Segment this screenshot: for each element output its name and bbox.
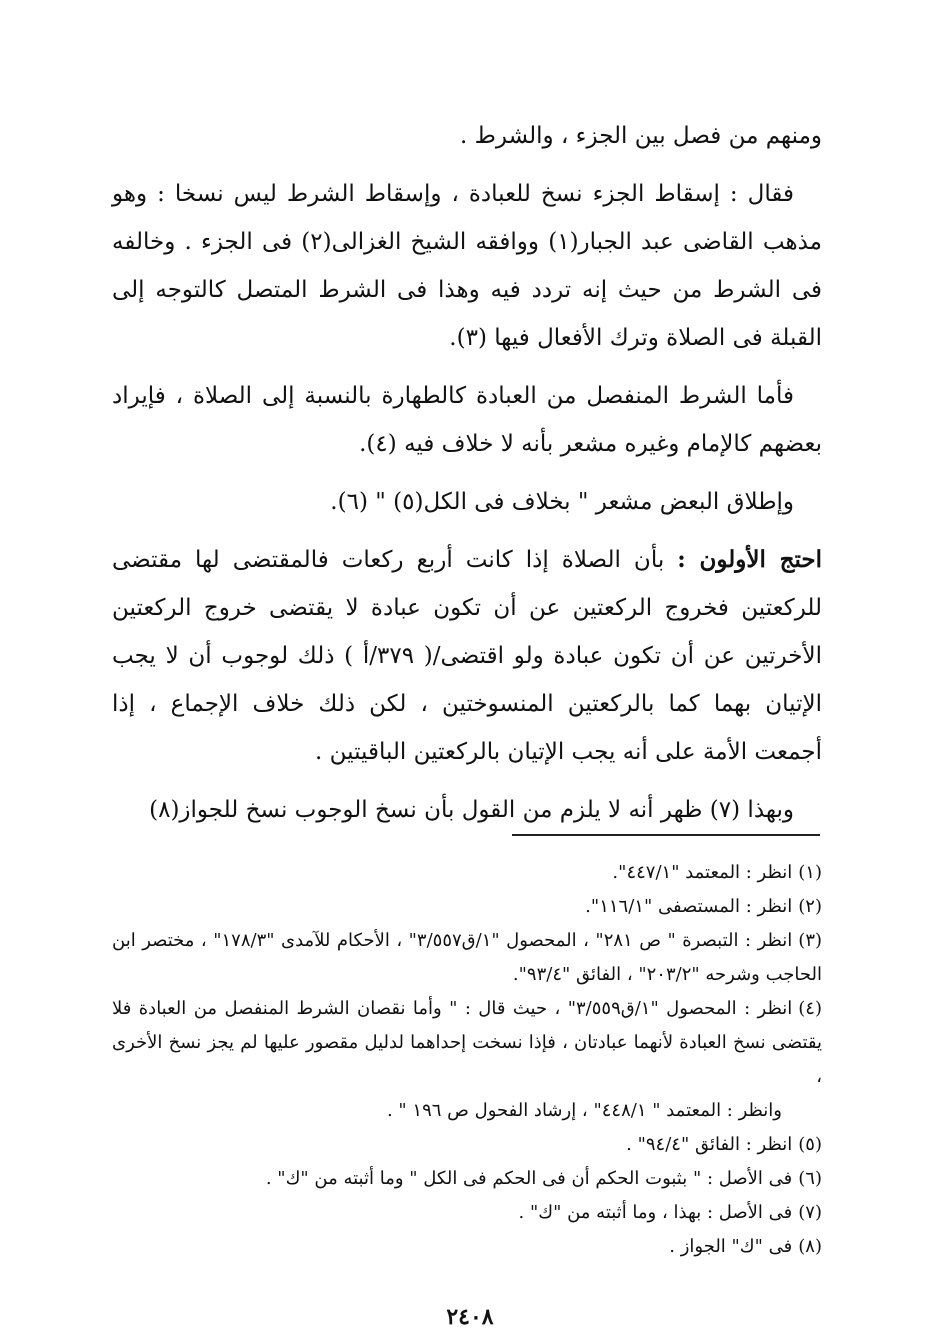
footnote (112, 890, 822, 924)
footnote-number: (٤) (798, 998, 822, 1019)
footnote (112, 856, 822, 890)
paragraph (112, 536, 822, 776)
footnote-number: (٧) (798, 1202, 822, 1223)
paragraph-lead: احتج الأولون : (677, 546, 823, 573)
footnote-text: انظر : المحصول "١/ق٣/٥٥٩" ، حيث قال : " وأما نقصان الشرط المنفصل من العبادة فلا يقتضى نسخ العبادة لأنهما عبادتان ، فإذا نسخت إحداهما لدليل مقصور عليها لم يجز نسخ الأخرى ، (112, 998, 822, 1087)
footnote-number: (٣) (798, 930, 823, 951)
footnote (112, 924, 822, 992)
footnote-number: (٨) (798, 1236, 822, 1257)
footnote-continuation (112, 1094, 822, 1128)
footnote-text: انظر : التبصرة " ص ٢٨١" ، المحصول "١/ق٣/٥٥٧" ، الأحكام للآمدى "١٧٨/٣" ، مختصر ابن الحاجب وشرحه "٢٠٣/٢" ، الفائق "٩٣/٤". (112, 930, 822, 985)
paragraph: وبهذا (٧) ظهر أنه لا يلزم من القول بأن نسخ الوجوب نسخ للجواز(٨) (149, 797, 794, 823)
page-number: ٢٤٠٨ (446, 1304, 494, 1330)
footnote (112, 1162, 822, 1196)
footnote-text: فى الأصل : " بثبوت الحكم أن فى الحكم فى الكل " وما أثبته من "ك" . (265, 1168, 793, 1189)
paragraph: وإطلاق البعض مشعر " بخلاف فى الكل(٥) " (٦). (330, 489, 794, 515)
footnote-text: وانظر : المعتمد " ٤٤٨/١" ، إرشاد الفحول ص ١٩٦ " . (386, 1100, 782, 1121)
footnote (112, 1230, 822, 1264)
footnote (112, 1196, 822, 1230)
footnote-separator (512, 834, 820, 836)
footnote-text: فى "ك" الجواز . (669, 1236, 793, 1257)
footnote-number: (١) (798, 862, 822, 883)
paragraph: فأما الشرط المنفصل من العبادة كالطهارة بالنسبة إلى الصلاة ، فإيراد بعضهم كالإمام وغيره مشعر بأنه لا خلاف فيه (٤). (112, 383, 822, 457)
footnote-text: فى الأصل : بهذا ، وما أثبته من "ك" . (518, 1202, 793, 1223)
main-text (112, 112, 822, 844)
paragraph: فقال : إسقاط الجزء نسخ للعبادة ، وإسقاط الشرط ليس نسخا : وهو مذهب القاضى عبد الجبار(١) ووافقه الشيخ الغزالى(٢) فى الجزء . وخالفه فى الشرط من حيث إنه تردد فيه وهذا فى الشرط المتصل كالتوجه إلى القبلة فى الصلاة وترك الأفعال فيها (٣). (112, 181, 823, 351)
footnote-text: انظر : المستصفى "١١٦/١". (585, 896, 793, 917)
paragraph: ومنهم من فصل بين الجزء ، والشرط . (460, 123, 822, 149)
footnote-text: انظر : الفائق "٩٤/٤" . (626, 1134, 793, 1155)
footnote (112, 1128, 822, 1162)
footnote (112, 992, 822, 1094)
paragraph-text: بأن الصلاة إذا كانت أربع ركعات فالمقتضى لها مقتضى للركعتين فخروج الركعتين عن أن تكون عبادة لا يقتضى خروج الركعتين الأخرتين عن أن تكون عبادة ولو اقتضى/( ٣٧٩/أ ) ذلك لوجوب أن لا يجب الإتيان بهما كما بالركعتين المنسوختين ، لكن ذلك خلاف الإجماع ، إذا أجمعت الأمة على أنه يجب الإتيان بالركعتين الباقيتين . (112, 547, 822, 765)
footnotes (112, 856, 822, 1264)
footnote-number: (٥) (798, 1134, 822, 1155)
footnote-number: (٦) (798, 1168, 822, 1189)
footnote-text: انظر : المعتمد "٤٤٧/١". (612, 862, 793, 883)
footnote-number: (٢) (798, 896, 822, 917)
